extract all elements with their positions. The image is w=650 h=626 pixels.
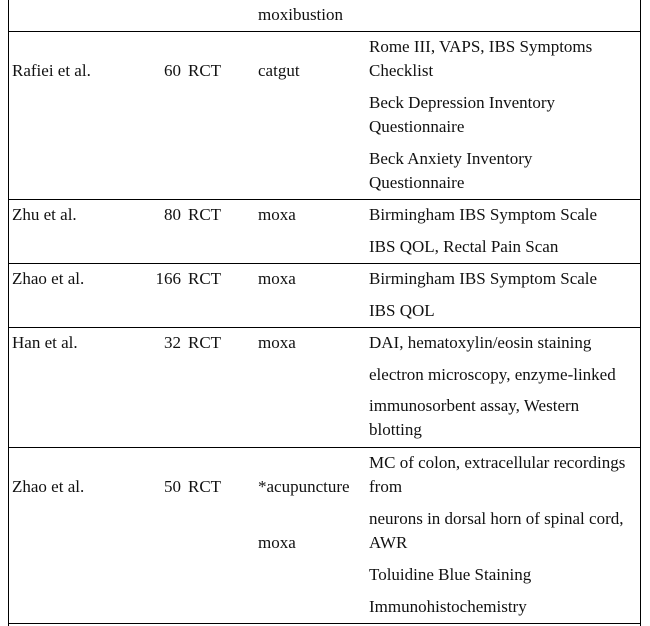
sample-size-cell: 80	[164, 205, 181, 224]
outcome-cell: MC of colon, extracellular recordings from	[369, 453, 626, 496]
study-cell: Rafiei et al.	[12, 61, 91, 80]
row-divider	[9, 623, 640, 624]
outcome-cell: neurons in dorsal horn of spinal cord, AWR	[369, 509, 624, 552]
sample-size-cell: 166	[155, 269, 181, 288]
sample-size-cell: 50	[164, 477, 181, 496]
row-divider	[9, 199, 640, 200]
row-divider	[9, 263, 640, 264]
design-cell: RCT	[188, 205, 222, 224]
sample-size-cell: 32	[164, 333, 181, 352]
outcome-cell: immunosorbent assay, Western blotting	[369, 396, 580, 439]
intervention-cell: moxa	[258, 333, 296, 352]
design-cell: RCT	[188, 333, 222, 352]
design-cell: RCT	[188, 269, 222, 288]
study-cell: Zhao et al.	[12, 269, 85, 288]
outcome-cell: Birmingham IBS Symptom Scale	[369, 269, 598, 288]
sample-size-cell: 60	[164, 61, 181, 80]
outcome-cell: DAI, hematoxylin/eosin staining	[369, 333, 592, 352]
study-cell: Zhao et al.	[12, 477, 85, 496]
outcome-cell: electron microscopy, enzyme-linked	[369, 365, 616, 384]
outcome-cell: IBS QOL	[369, 301, 435, 320]
row-divider	[9, 327, 640, 328]
outcome-cell: IBS QOL, Rectal Pain Scan	[369, 237, 559, 256]
outcome-cell: Toluidine Blue Staining	[369, 565, 532, 584]
outcome-cell: Beck Depression Inventory Questionnaire	[369, 93, 556, 136]
design-cell: RCT	[188, 477, 222, 496]
outcome-cell: Rome III, VAPS, IBS Symptoms Checklist	[369, 37, 593, 80]
outcome-cell: Immunohistochemistry	[369, 597, 527, 616]
study-cell: Han et al.	[12, 333, 78, 352]
intervention-cell: moxa	[258, 533, 296, 552]
study-cell: Zhu et al.	[12, 205, 77, 224]
intervention-cell: moxa	[258, 205, 296, 224]
intervention-cell: moxibustion	[258, 5, 344, 24]
intervention-cell: catgut	[258, 61, 300, 80]
row-divider	[9, 31, 640, 32]
outcome-cell: Beck Anxiety Inventory Questionnaire	[369, 149, 533, 192]
intervention-cell: *acupuncture	[258, 477, 350, 496]
study-table	[8, 0, 641, 626]
row-divider	[9, 447, 640, 448]
outcome-cell: Birmingham IBS Symptom Scale	[369, 205, 598, 224]
design-cell: RCT	[188, 61, 222, 80]
intervention-cell: moxa	[258, 269, 296, 288]
